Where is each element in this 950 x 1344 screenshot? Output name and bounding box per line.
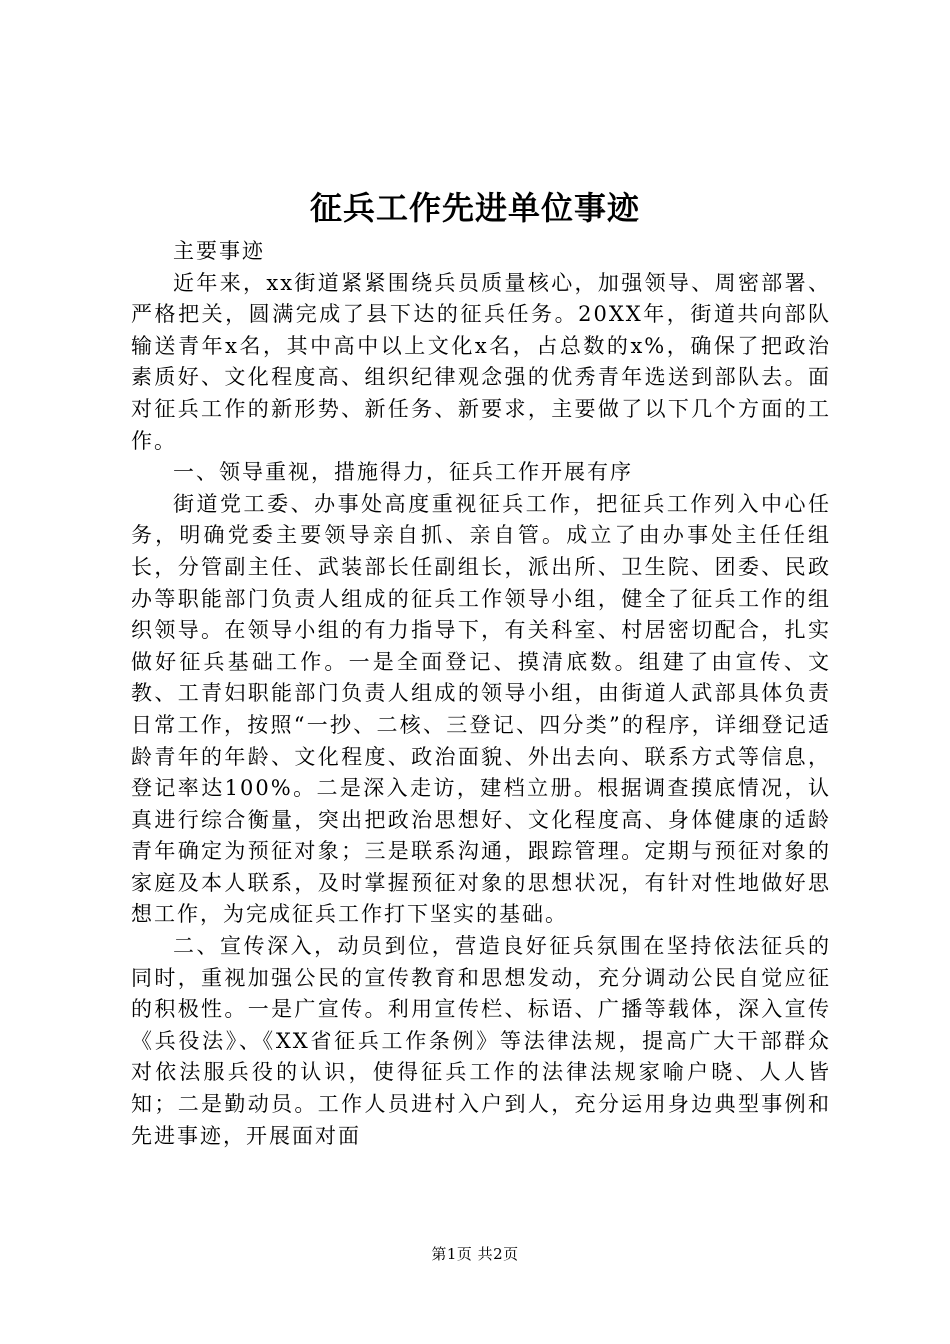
paragraph-section-two: 二、宣传深入，动员到位，营造良好征兵氛围在坚持依法征兵的同时，重视加强公民的宣传教育和思想发动，充分调动公民自觉应征的积极性。一是广宣传。利用宣传栏、标语、广播等载体，深入宣传《兵役法》、《XX省征兵工作条例》等法律法规，提高广大干部群众对依法服兵役的认识，使得征兵工作的法律法规家喻户晓、人人皆知；二是勤动员。工作人员进村入户到人，充分运用身边典型事例和先进事迹，开展面对面 bbox=[131, 934, 831, 1148]
document-title: 征兵工作先进单位事迹 bbox=[309, 189, 640, 227]
document-body bbox=[131, 236, 831, 1152]
paragraph-intro: 近年来，xx街道紧紧围绕兵员质量核心，加强领导、周密部署、严格把关，圆满完成了县下达的征兵任务。20XX年，街道共向部队输送青年x名，其中高中以上文化x名，占总数的x%，确保了把政治素质好、文化程度高、组织纪律观念强的优秀青年选送到部队去。面对征兵工作的新形势、新任务、新要求，主要做了以下几个方面的工作。 bbox=[131, 270, 831, 453]
section-heading-one: 一、领导重视，措施得力，征兵工作开展有序 bbox=[173, 460, 633, 485]
paragraph-section-one: 街道党工委、办事处高度重视征兵工作，把征兵工作列入中心任务，明确党委主要领导亲自抓、亲自管。成立了由办事处主任任组长，分管副主任、武装部长任副组长，派出所、卫生院、团委、民政办等职能部门负责人组成的征兵工作领导小组，健全了征兵工作的组织领导。在领导小组的有力指导下，有关科室、村居密切配合，扎实做好征兵基础工作。一是全面登记、摸清底数。组建了由宣传、文教、工青妇职能部门负责人组成的领导小组，由街道人武部具体负责日常工作，按照“一抄、二核、三登记、四分类”的程序，详细登记适龄青年的年龄、文化程度、政治面貌、外出去向、联系方式等信息，登记率达100%。二是深入走访，建档立册。根据调查摸底情况，认真进行综合衡量，突出把政治思想好、文化程度高、身体健康的适龄青年确定为预征对象；三是联系沟通，跟踪管理。定期与预征对象的家庭及本人联系，及时掌握预征对象的思想状况，有针对性地做好思想工作，为完成征兵工作打下坚实的基础。 bbox=[131, 491, 831, 927]
page-footer: 第1页 共2页 bbox=[431, 1245, 519, 1263]
section-heading-main: 主要事迹 bbox=[173, 239, 265, 263]
